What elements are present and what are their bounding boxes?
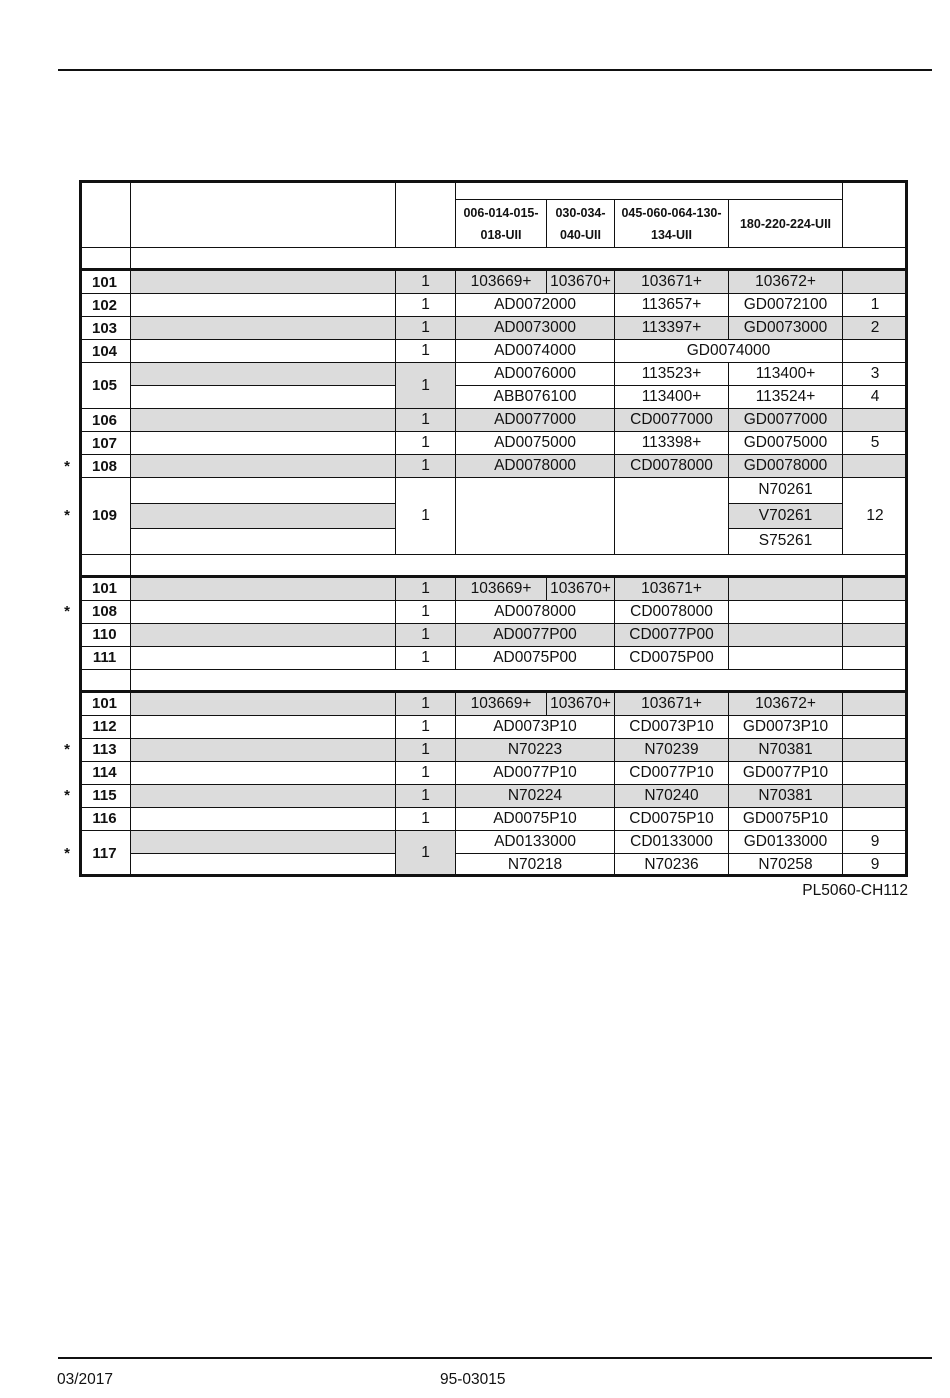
part-number-cell: AD0077P00 (456, 624, 615, 647)
part-number-cell: 103670+ (547, 271, 615, 294)
ref-number: 117 (79, 831, 131, 877)
ref-number: 112 (79, 716, 131, 739)
qty-cell: 1 (396, 340, 456, 363)
part-number-cell: 103669+ (456, 693, 547, 716)
qty-cell: 1 (396, 455, 456, 478)
part-number-cell: 103670+ (547, 578, 615, 601)
qty-cell: 1 (396, 624, 456, 647)
part-number-cell: 103671+ (615, 578, 729, 601)
note-cell: 12 (843, 478, 908, 555)
header-variant-column: 006-014-015-018-UII (456, 200, 547, 248)
note-cell: 9 (843, 831, 908, 854)
part-number-cell: AD0073P10 (456, 716, 615, 739)
part-number-cell: GD0073P10 (729, 716, 843, 739)
qty-cell: 1 (396, 716, 456, 739)
part-number-cell: AD0076000 (456, 363, 615, 386)
part-number-cell: AD0133000 (456, 831, 615, 854)
qty-cell: 1 (396, 363, 456, 409)
part-number-cell: 113397+ (615, 317, 729, 340)
part-number-cell: GD0133000 (729, 831, 843, 854)
ref-number: 113 (79, 739, 131, 762)
ref-number: 116 (79, 808, 131, 831)
part-number-cell: CD0077P10 (615, 762, 729, 785)
part-number-cell: AD0077000 (456, 409, 615, 432)
part-number-cell: CD0078000 (615, 601, 729, 624)
part-number-cell: AD0074000 (456, 340, 615, 363)
qty-cell: 1 (396, 693, 456, 716)
part-number-cell: N70218 (456, 854, 615, 877)
qty-cell: 1 (396, 271, 456, 294)
part-number-cell: 103671+ (615, 271, 729, 294)
qty-cell: 1 (396, 785, 456, 808)
part-number-cell: 113398+ (615, 432, 729, 455)
part-number-cell: AD0075P00 (456, 647, 615, 670)
ref-number: 109 (79, 478, 131, 555)
part-number-cell: GD0075000 (729, 432, 843, 455)
revision-star: * (64, 457, 70, 475)
ref-number: 111 (79, 647, 131, 670)
part-number-cell: CD0133000 (615, 831, 729, 854)
qty-cell: 1 (396, 317, 456, 340)
ref-number: 105 (79, 363, 131, 409)
qty-cell: 1 (396, 739, 456, 762)
qty-cell: 1 (396, 647, 456, 670)
part-number-cell: N70223 (456, 739, 615, 762)
ref-number: 103 (79, 317, 131, 340)
part-number-cell: AD0075000 (456, 432, 615, 455)
part-number-cell: N70240 (615, 785, 729, 808)
note-cell: 2 (843, 317, 908, 340)
revision-star: * (64, 741, 70, 759)
header-variant-column: 045-060-064-130-134-UII (615, 200, 729, 248)
revision-star: * (64, 787, 70, 805)
table-frame (79, 180, 908, 877)
part-number-cell: CD0077P00 (615, 624, 729, 647)
qty-cell: 1 (396, 409, 456, 432)
top-rule (58, 69, 932, 71)
drawing-code: PL5060-CH112 (802, 882, 908, 899)
part-number-cell: 103670+ (547, 693, 615, 716)
bottom-rule (58, 1357, 932, 1359)
note-cell: 3 (843, 363, 908, 386)
part-number-cell: CD0073P10 (615, 716, 729, 739)
note-cell: 9 (843, 854, 908, 877)
part-number-cell: N70258 (729, 854, 843, 877)
part-number-cell: AD0078000 (456, 455, 615, 478)
ref-number: 108 (79, 455, 131, 478)
part-number-cell: 103669+ (456, 578, 547, 601)
qty-cell: 1 (396, 808, 456, 831)
part-number-cell: 103671+ (615, 693, 729, 716)
part-number-cell: N70236 (615, 854, 729, 877)
revision-star: * (64, 603, 70, 621)
part-number-cell: CD0075P10 (615, 808, 729, 831)
header-variant-column: 030-034-040-UII (547, 200, 615, 248)
part-number-cell: AD0075P10 (456, 808, 615, 831)
ref-number: 101 (79, 693, 131, 716)
qty-cell: 1 (396, 478, 456, 555)
footer-doc-number: 95-03015 (440, 1371, 506, 1388)
ref-number: 101 (79, 271, 131, 294)
part-number-cell: N70239 (615, 739, 729, 762)
part-number-cell: 103669+ (456, 271, 547, 294)
note-cell: 1 (843, 294, 908, 317)
part-number-cell: S75261 (729, 529, 843, 555)
part-number-cell: GD0072100 (729, 294, 843, 317)
part-number-cell: GD0073000 (729, 317, 843, 340)
qty-cell: 1 (396, 601, 456, 624)
part-number-cell: AD0078000 (456, 601, 615, 624)
part-number-cell: N70381 (729, 739, 843, 762)
part-number-cell: CD0077000 (615, 409, 729, 432)
part-number-cell: 113523+ (615, 363, 729, 386)
ref-number: 107 (79, 432, 131, 455)
ref-number: 106 (79, 409, 131, 432)
note-cell: 4 (843, 386, 908, 409)
ref-number: 104 (79, 340, 131, 363)
part-number-cell: CD0078000 (615, 455, 729, 478)
part-number-cell: GD0074000 (615, 340, 843, 363)
part-number-cell: 103672+ (729, 271, 843, 294)
qty-cell: 1 (396, 831, 456, 877)
part-number-cell: ABB076100 (456, 386, 615, 409)
qty-cell: 1 (396, 432, 456, 455)
qty-cell: 1 (396, 578, 456, 601)
part-number-cell: GD0075P10 (729, 808, 843, 831)
part-number-cell: GD0078000 (729, 455, 843, 478)
ref-number: 114 (79, 762, 131, 785)
header-variant-column: 180-220-224-UII (729, 200, 843, 248)
qty-cell: 1 (396, 762, 456, 785)
part-number-cell: V70261 (729, 504, 843, 530)
part-number-cell: 113400+ (729, 363, 843, 386)
ref-number: 102 (79, 294, 131, 317)
qty-cell: 1 (396, 294, 456, 317)
part-number-cell: GD0077P10 (729, 762, 843, 785)
part-number-cell: AD0073000 (456, 317, 615, 340)
ref-number: 110 (79, 624, 131, 647)
revision-star: * (64, 507, 70, 525)
part-number-cell: 103672+ (729, 693, 843, 716)
part-number-cell: AD0072000 (456, 294, 615, 317)
part-number-cell: 113400+ (615, 386, 729, 409)
footer-date: 03/2017 (57, 1371, 114, 1388)
part-number-cell: N70261 (729, 478, 843, 504)
part-number-cell: 113657+ (615, 294, 729, 317)
ref-number: 115 (79, 785, 131, 808)
part-number-cell: GD0077000 (729, 409, 843, 432)
part-number-cell: N70224 (456, 785, 615, 808)
part-number-cell: AD0077P10 (456, 762, 615, 785)
ref-number: 101 (79, 578, 131, 601)
part-number-cell: CD0075P00 (615, 647, 729, 670)
part-number-cell: 113524+ (729, 386, 843, 409)
revision-star: * (64, 844, 70, 862)
note-cell: 5 (843, 432, 908, 455)
ref-number: 108 (79, 601, 131, 624)
part-number-cell: N70381 (729, 785, 843, 808)
